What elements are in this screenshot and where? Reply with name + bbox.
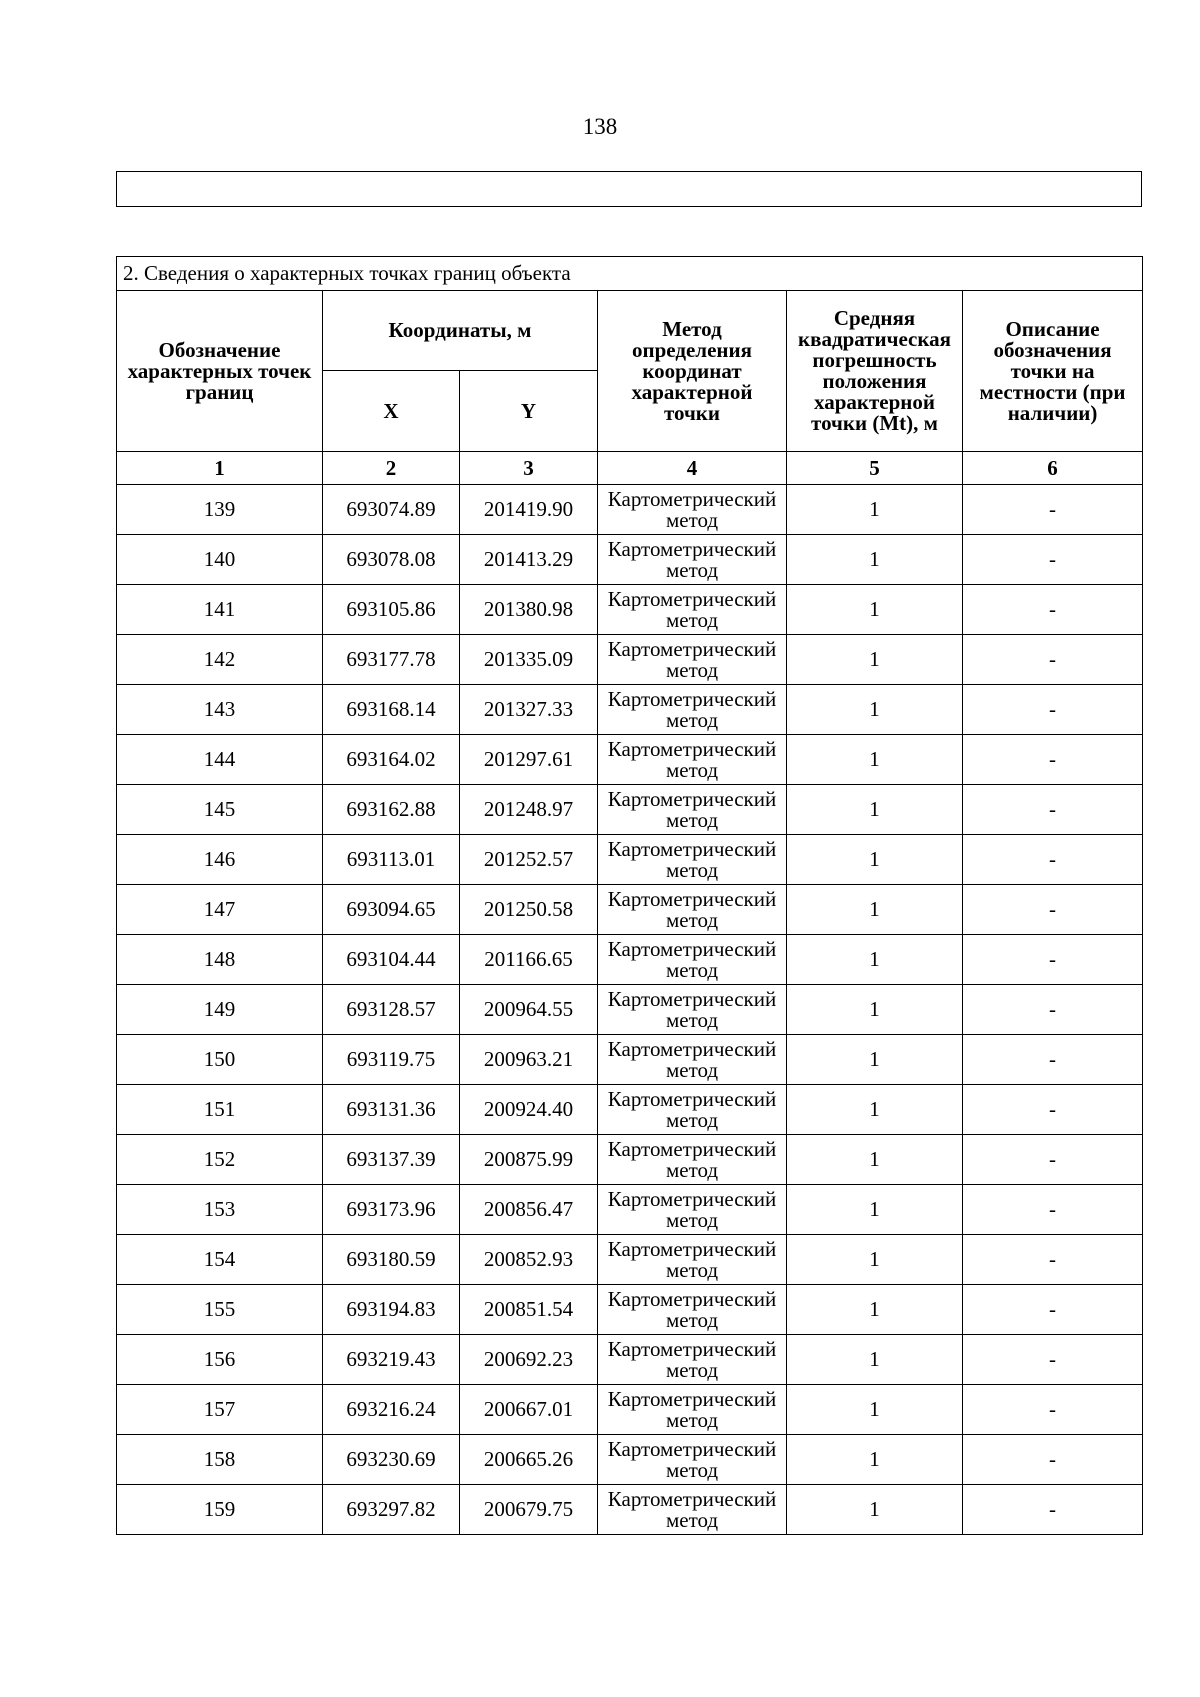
method-cell xyxy=(598,835,787,885)
mean-error-cell: 1 xyxy=(787,635,963,685)
y-coordinate-cell: 200851.54 xyxy=(460,1285,598,1335)
method-line-2: метод xyxy=(665,1307,719,1332)
method-line-2: метод xyxy=(665,607,719,632)
y-coordinate-cell: 201380.98 xyxy=(460,585,598,635)
method-line-1: Картометрический xyxy=(607,936,777,961)
x-coordinate-cell: 693194.83 xyxy=(323,1285,460,1335)
mean-error-cell: 1 xyxy=(787,935,963,985)
x-coordinate-cell: 693177.78 xyxy=(323,635,460,685)
point-number-cell: 157 xyxy=(117,1385,323,1435)
method-line-2: метод xyxy=(665,957,719,982)
y-coordinate-cell: 201327.33 xyxy=(460,685,598,735)
description-cell: - xyxy=(963,1185,1143,1235)
method-cell xyxy=(598,985,787,1035)
table-body xyxy=(117,485,1143,1535)
point-number-cell: 146 xyxy=(117,835,323,885)
empty-header-box xyxy=(116,171,1142,207)
table-row xyxy=(117,935,1143,985)
table-row xyxy=(117,1185,1143,1235)
method-cell xyxy=(598,885,787,935)
column-number: 2 xyxy=(323,452,460,485)
method-cell xyxy=(598,1385,787,1435)
point-number-cell: 140 xyxy=(117,535,323,585)
mean-error-cell: 1 xyxy=(787,485,963,535)
method-line-1: Картометрический xyxy=(607,1286,777,1311)
method-cell xyxy=(598,535,787,585)
point-number-cell: 154 xyxy=(117,1235,323,1285)
method-cell xyxy=(598,1235,787,1285)
method-line-1: Картометрический xyxy=(607,1236,777,1261)
method-line-1: Картометрический xyxy=(607,1386,777,1411)
point-number-cell: 139 xyxy=(117,485,323,535)
method-line-1: Картометрический xyxy=(607,1136,777,1161)
y-coordinate-cell: 200856.47 xyxy=(460,1185,598,1235)
boundary-points-table xyxy=(116,256,1143,1535)
table-row xyxy=(117,535,1143,585)
x-coordinate-cell: 693216.24 xyxy=(323,1385,460,1435)
method-line-2: метод xyxy=(665,807,719,832)
x-coordinate-cell: 693104.44 xyxy=(323,935,460,985)
column-number: 3 xyxy=(460,452,598,485)
header-error: Средняя квадратическая погрешность положения характерной точки (Mt), м xyxy=(787,291,963,452)
y-coordinate-cell: 201335.09 xyxy=(460,635,598,685)
table-row xyxy=(117,985,1143,1035)
description-cell: - xyxy=(963,1435,1143,1485)
mean-error-cell: 1 xyxy=(787,835,963,885)
y-coordinate-cell: 201252.57 xyxy=(460,835,598,885)
description-cell: - xyxy=(963,1035,1143,1085)
description-cell: - xyxy=(963,585,1143,635)
mean-error-cell: 1 xyxy=(787,885,963,935)
x-coordinate-cell: 693119.75 xyxy=(323,1035,460,1085)
method-line-1: Картометрический xyxy=(607,536,777,561)
description-cell: - xyxy=(963,1135,1143,1185)
table-row xyxy=(117,585,1143,635)
description-cell: - xyxy=(963,535,1143,585)
method-cell xyxy=(598,1085,787,1135)
table-row xyxy=(117,1285,1143,1335)
y-coordinate-cell: 200692.23 xyxy=(460,1335,598,1385)
point-number-cell: 159 xyxy=(117,1485,323,1535)
table-row xyxy=(117,785,1143,835)
x-coordinate-cell: 693297.82 xyxy=(323,1485,460,1535)
point-number-cell: 147 xyxy=(117,885,323,935)
y-coordinate-cell: 201419.90 xyxy=(460,485,598,535)
y-coordinate-cell: 200875.99 xyxy=(460,1135,598,1185)
method-line-2: метод xyxy=(665,857,719,882)
table-row xyxy=(117,835,1143,885)
point-number-cell: 153 xyxy=(117,1185,323,1235)
method-line-2: метод xyxy=(665,507,719,532)
method-line-1: Картометрический xyxy=(607,836,777,861)
method-line-1: Картометрический xyxy=(607,1086,777,1111)
mean-error-cell: 1 xyxy=(787,1485,963,1535)
x-coordinate-cell: 693131.36 xyxy=(323,1085,460,1135)
table-row xyxy=(117,885,1143,935)
description-cell: - xyxy=(963,685,1143,735)
x-coordinate-cell: 693168.14 xyxy=(323,685,460,735)
point-number-cell: 149 xyxy=(117,985,323,1035)
mean-error-cell: 1 xyxy=(787,1185,963,1235)
table-row xyxy=(117,1085,1143,1135)
y-coordinate-cell: 201248.97 xyxy=(460,785,598,835)
header-designation: Обозначение характерных точек границ xyxy=(117,291,323,452)
mean-error-cell: 1 xyxy=(787,535,963,585)
table-row xyxy=(117,1035,1143,1085)
method-line-2: метод xyxy=(665,1107,719,1132)
mean-error-cell: 1 xyxy=(787,785,963,835)
table-row xyxy=(117,1335,1143,1385)
description-cell: - xyxy=(963,1385,1143,1435)
mean-error-cell: 1 xyxy=(787,1385,963,1435)
method-line-1: Картометрический xyxy=(607,1336,777,1361)
column-number: 5 xyxy=(787,452,963,485)
method-cell xyxy=(598,1335,787,1385)
x-coordinate-cell: 693137.39 xyxy=(323,1135,460,1185)
column-number: 1 xyxy=(117,452,323,485)
y-coordinate-cell: 201166.65 xyxy=(460,935,598,985)
x-coordinate-cell: 693074.89 xyxy=(323,485,460,535)
method-cell xyxy=(598,1485,787,1535)
table-row xyxy=(117,1135,1143,1185)
method-line-1: Картометрический xyxy=(607,1036,777,1061)
table-row xyxy=(117,1385,1143,1435)
y-coordinate-cell: 200963.21 xyxy=(460,1035,598,1085)
y-coordinate-cell: 201413.29 xyxy=(460,535,598,585)
method-line-2: метод xyxy=(665,657,719,682)
description-cell: - xyxy=(963,1085,1143,1135)
x-coordinate-cell: 693219.43 xyxy=(323,1335,460,1385)
mean-error-cell: 1 xyxy=(787,1335,963,1385)
mean-error-cell: 1 xyxy=(787,1235,963,1285)
header-coordinates: Координаты, м xyxy=(323,291,598,371)
method-cell xyxy=(598,1185,787,1235)
method-line-1: Картометрический xyxy=(607,736,777,761)
description-cell: - xyxy=(963,1235,1143,1285)
x-coordinate-cell: 693164.02 xyxy=(323,735,460,785)
point-number-cell: 150 xyxy=(117,1035,323,1085)
y-coordinate-cell: 201297.61 xyxy=(460,735,598,785)
point-number-cell: 148 xyxy=(117,935,323,985)
y-coordinate-cell: 200667.01 xyxy=(460,1385,598,1435)
point-number-cell: 144 xyxy=(117,735,323,785)
table-row xyxy=(117,485,1143,535)
x-coordinate-cell: 693230.69 xyxy=(323,1435,460,1485)
mean-error-cell: 1 xyxy=(787,1435,963,1485)
mean-error-cell: 1 xyxy=(787,1035,963,1085)
description-cell: - xyxy=(963,1485,1143,1535)
point-number-cell: 152 xyxy=(117,1135,323,1185)
x-coordinate-cell: 693128.57 xyxy=(323,985,460,1035)
x-coordinate-cell: 693113.01 xyxy=(323,835,460,885)
table-row xyxy=(117,1435,1143,1485)
x-coordinate-cell: 693180.59 xyxy=(323,1235,460,1285)
method-cell xyxy=(598,735,787,785)
description-cell: - xyxy=(963,935,1143,985)
description-cell: - xyxy=(963,835,1143,885)
method-line-2: метод xyxy=(665,1157,719,1182)
method-line-1: Картометрический xyxy=(607,586,777,611)
method-cell xyxy=(598,685,787,735)
table-row xyxy=(117,735,1143,785)
y-coordinate-cell: 200665.26 xyxy=(460,1435,598,1485)
method-cell xyxy=(598,635,787,685)
method-line-2: метод xyxy=(665,907,719,932)
mean-error-cell: 1 xyxy=(787,1285,963,1335)
description-cell: - xyxy=(963,1285,1143,1335)
header-x: X xyxy=(323,371,460,452)
description-cell: - xyxy=(963,985,1143,1035)
mean-error-cell: 1 xyxy=(787,685,963,735)
table-row xyxy=(117,1235,1143,1285)
x-coordinate-cell: 693094.65 xyxy=(323,885,460,935)
description-cell: - xyxy=(963,1335,1143,1385)
method-line-1: Картометрический xyxy=(607,486,777,511)
method-cell xyxy=(598,1435,787,1485)
method-line-1: Картометрический xyxy=(607,786,777,811)
mean-error-cell: 1 xyxy=(787,985,963,1035)
point-number-cell: 158 xyxy=(117,1435,323,1485)
x-coordinate-cell: 693105.86 xyxy=(323,585,460,635)
method-line-2: метод xyxy=(665,557,719,582)
y-coordinate-cell: 200924.40 xyxy=(460,1085,598,1135)
mean-error-cell: 1 xyxy=(787,585,963,635)
mean-error-cell: 1 xyxy=(787,1135,963,1185)
method-line-2: метод xyxy=(665,1057,719,1082)
x-coordinate-cell: 693173.96 xyxy=(323,1185,460,1235)
column-number: 6 xyxy=(963,452,1143,485)
method-line-2: метод xyxy=(665,1357,719,1382)
table-row xyxy=(117,685,1143,735)
header-description: Описание обозначения точки на местности (при наличии) xyxy=(963,291,1143,452)
method-line-2: метод xyxy=(665,1207,719,1232)
method-line-2: метод xyxy=(665,1407,719,1432)
method-line-1: Картометрический xyxy=(607,986,777,1011)
method-line-2: метод xyxy=(665,1007,719,1032)
point-number-cell: 142 xyxy=(117,635,323,685)
method-line-1: Картометрический xyxy=(607,1436,777,1461)
description-cell: - xyxy=(963,885,1143,935)
point-number-cell: 156 xyxy=(117,1335,323,1385)
header-y: Y xyxy=(460,371,598,452)
method-line-1: Картометрический xyxy=(607,636,777,661)
method-line-2: метод xyxy=(665,757,719,782)
column-number: 4 xyxy=(598,452,787,485)
point-number-cell: 151 xyxy=(117,1085,323,1135)
method-line-1: Картометрический xyxy=(607,886,777,911)
page-number: 138 xyxy=(582,114,618,139)
column-numbers-row xyxy=(117,452,1143,485)
method-cell xyxy=(598,585,787,635)
point-number-cell: 143 xyxy=(117,685,323,735)
method-line-1: Картометрический xyxy=(607,686,777,711)
method-line-2: метод xyxy=(665,1507,719,1532)
method-cell xyxy=(598,785,787,835)
description-cell: - xyxy=(963,735,1143,785)
y-coordinate-cell: 201250.58 xyxy=(460,885,598,935)
table-title: 2. Сведения о характерных точках границ объекта xyxy=(117,257,1143,291)
table-row xyxy=(117,635,1143,685)
mean-error-cell: 1 xyxy=(787,735,963,785)
table-row xyxy=(117,1485,1143,1535)
method-cell xyxy=(598,1035,787,1085)
method-cell xyxy=(598,935,787,985)
method-line-2: метод xyxy=(665,1257,719,1282)
header-method: Метод определения координат характерной точки xyxy=(598,291,787,452)
description-cell: - xyxy=(963,485,1143,535)
method-line-2: метод xyxy=(665,707,719,732)
mean-error-cell: 1 xyxy=(787,1085,963,1135)
y-coordinate-cell: 200679.75 xyxy=(460,1485,598,1535)
point-number-cell: 141 xyxy=(117,585,323,635)
description-cell: - xyxy=(963,785,1143,835)
x-coordinate-cell: 693078.08 xyxy=(323,535,460,585)
y-coordinate-cell: 200964.55 xyxy=(460,985,598,1035)
method-line-1: Картометрический xyxy=(607,1486,777,1511)
method-cell xyxy=(598,1135,787,1185)
method-cell xyxy=(598,1285,787,1335)
x-coordinate-cell: 693162.88 xyxy=(323,785,460,835)
method-cell xyxy=(598,485,787,535)
point-number-cell: 155 xyxy=(117,1285,323,1335)
description-cell: - xyxy=(963,635,1143,685)
point-number-cell: 145 xyxy=(117,785,323,835)
method-line-2: метод xyxy=(665,1457,719,1482)
y-coordinate-cell: 200852.93 xyxy=(460,1235,598,1285)
method-line-1: Картометрический xyxy=(607,1186,777,1211)
